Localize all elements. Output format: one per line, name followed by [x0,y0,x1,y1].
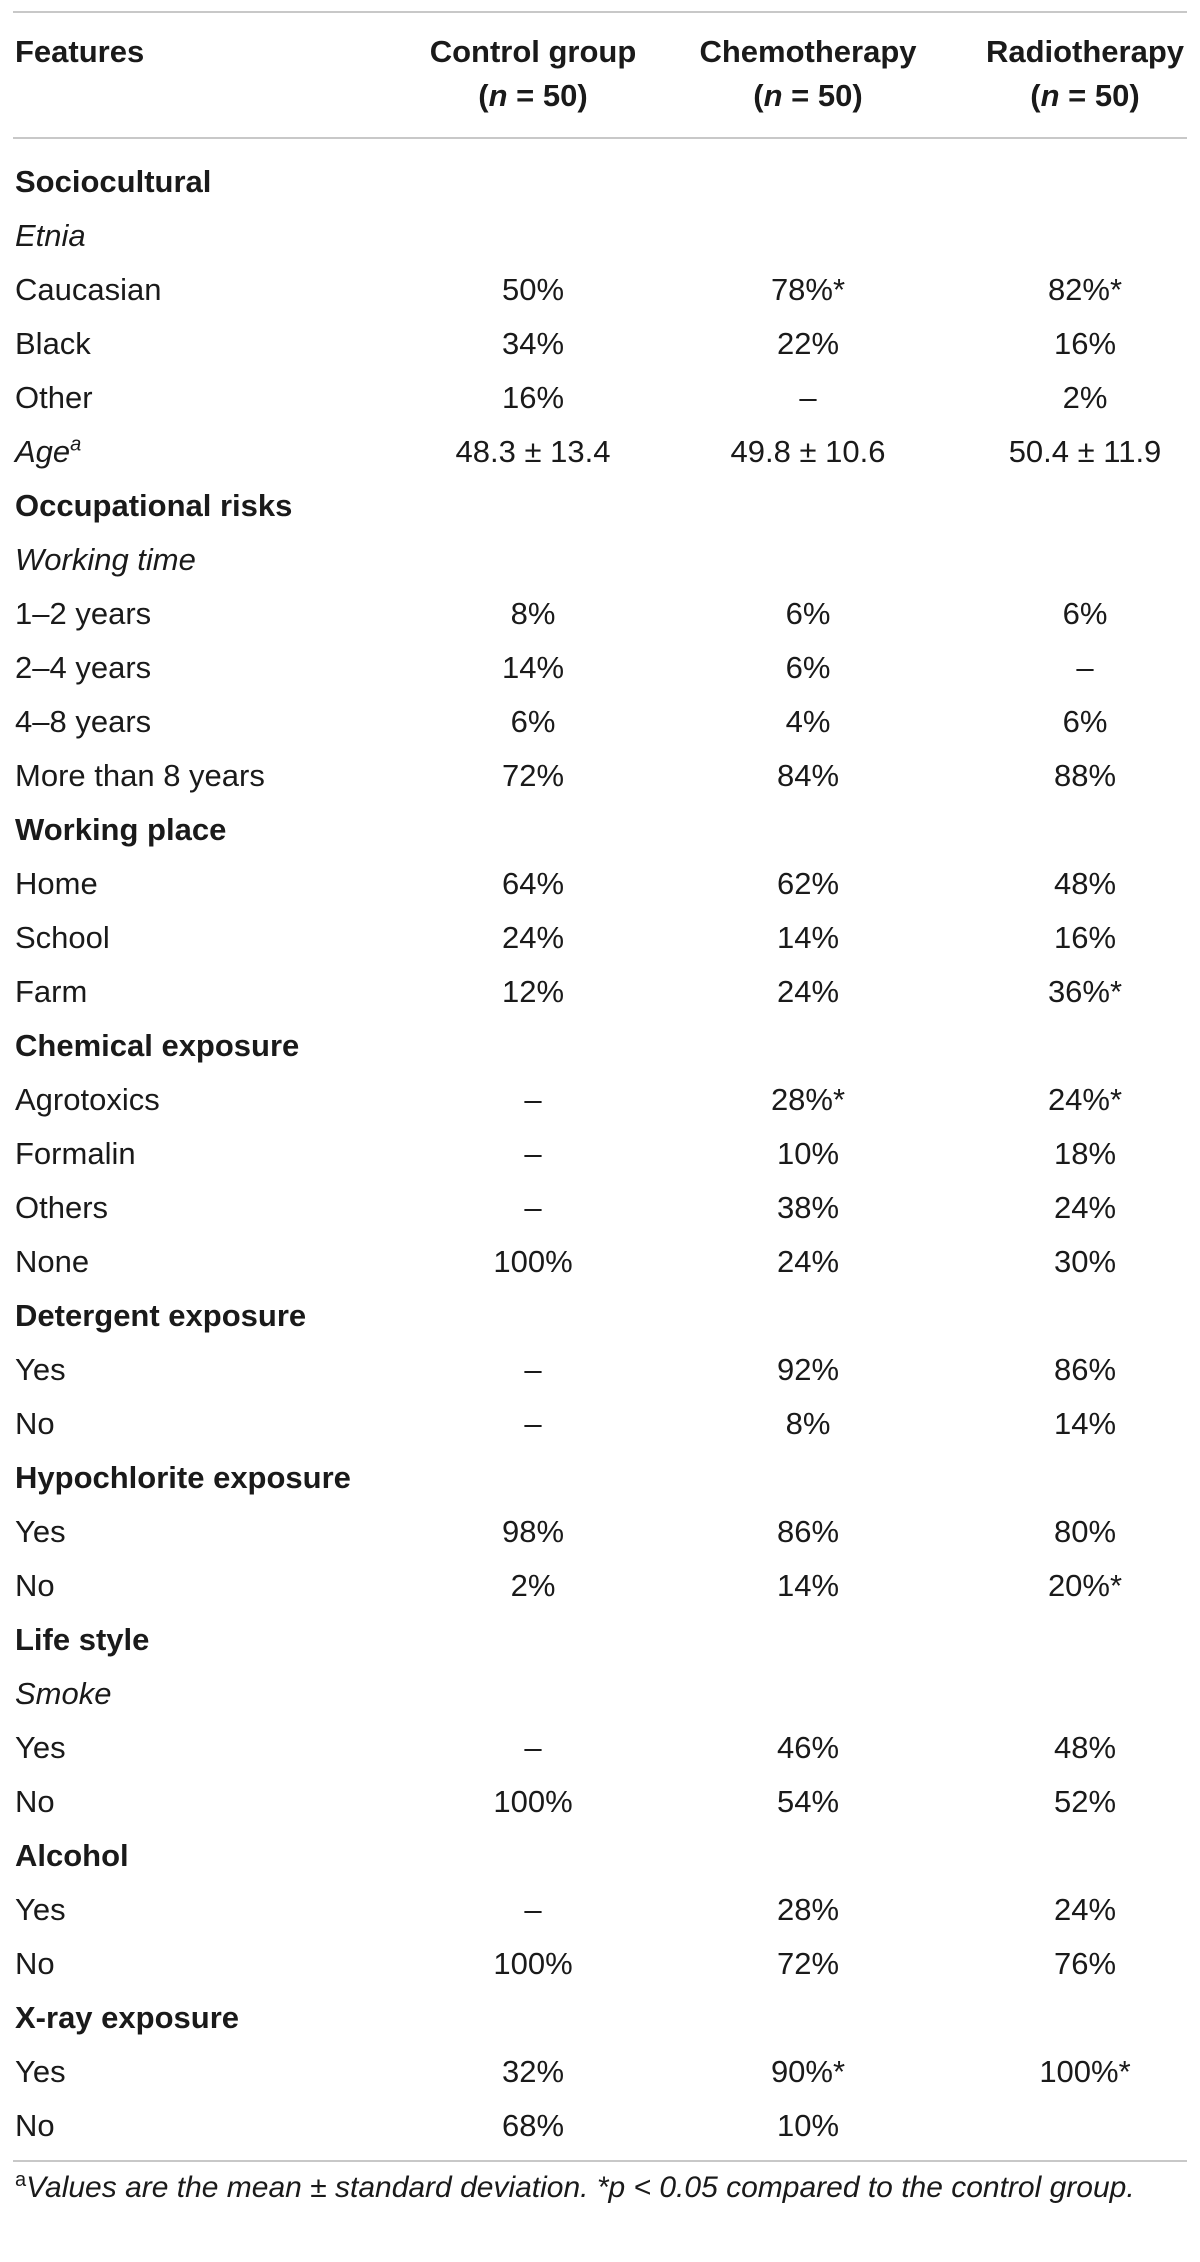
header-control-group-n-value: 50 [542,78,578,113]
row-label [15,1181,108,1235]
row-label [15,1883,66,1937]
row-label-text: X-ray exposure [15,2000,239,2035]
header-chemotherapy-n-value: 50 [817,78,853,113]
row-label [15,641,151,695]
table-cell: 80% [1053,1514,1117,1549]
table-cell: 52% [1053,1784,1117,1819]
table-cell: 92% [776,1352,840,1387]
row-label-text: Detergent exposure [15,1298,307,1333]
row-label-text: 1–2 years [15,596,152,631]
table-cell: 49.8 ± 10.6 [730,434,886,469]
table-footnote [15,2166,1187,2210]
header-chemotherapy-n: (n = 50) [753,78,863,113]
table-top-rule [13,11,1187,13]
table-row [0,317,1200,371]
table-cell: 12% [501,974,565,1009]
table-row [0,263,1200,317]
row-label-text: None [15,1244,90,1279]
row-label-text: More than 8 years [15,758,265,793]
row-label-text: Working time [15,542,196,577]
row-label [15,371,93,425]
table-cell: 6% [1062,704,1108,739]
row-label [15,1343,66,1397]
row-label [15,155,211,209]
section-header-row [0,1613,1200,1667]
table-cell: 24%* [1047,1082,1123,1117]
row-label [15,533,196,587]
table-cell: 6% [785,650,831,685]
row-label-text: Working place [15,812,227,847]
row-label-text: Yes [15,1730,66,1765]
table-cell: 24% [1053,1190,1117,1225]
table-cell: – [524,1406,542,1441]
section-header-row [0,1829,1200,1883]
table-cell: 28% [776,1892,840,1927]
row-label-text: Black [15,326,91,361]
row-label-text: No [15,1784,55,1819]
table-cell: 14% [776,1568,840,1603]
table-cell: 8% [785,1406,831,1441]
table-cell: 34% [501,326,565,361]
table-cell: 6% [1062,596,1108,631]
table-header [0,30,1200,130]
table-cell: 86% [776,1514,840,1549]
table-cell: 100% [493,1784,573,1819]
header-control-group [393,30,673,118]
table-cell: 84% [776,758,840,793]
row-label [15,1613,149,1667]
table-row [0,1127,1200,1181]
table-cell: 14% [1053,1406,1117,1441]
table-cell: 8% [510,596,556,631]
header-chemotherapy [668,30,948,118]
table-cell: – [524,1136,542,1171]
table-row [0,1937,1200,1991]
table-row [0,2045,1200,2099]
table-row [0,641,1200,695]
table-row [0,2099,1200,2153]
row-label [15,1505,66,1559]
table-row [0,857,1200,911]
row-label-text: School [15,920,110,955]
table-bottom-rule [13,2160,1187,2162]
subheader-row [0,209,1200,263]
row-label [15,1127,136,1181]
table-row [0,1505,1200,1559]
table-cell: 46% [776,1730,840,1765]
table-cell: – [524,1892,542,1927]
row-label [15,911,110,965]
table-cell: 68% [501,2108,565,2143]
header-features: Features [15,34,145,69]
table-row [0,695,1200,749]
table-row [0,1343,1200,1397]
header-chemotherapy-name: Chemotherapy [699,34,917,69]
row-label [15,317,91,371]
header-control-group-name: Control group [429,34,637,69]
row-label [15,1289,306,1343]
table-cell: 2% [1062,380,1108,415]
row-label [15,479,292,533]
header-radiotherapy-name: Radiotherapy [985,34,1185,69]
row-label [15,1991,239,2045]
row-label-text: Life style [15,1622,150,1657]
table-body [0,155,1200,2153]
footnote-text: Values are the mean ± standard deviation. *p < 0.05 compared to the control group. [26,2171,1135,2204]
table-cell: 30% [1053,1244,1117,1279]
table-row [0,1073,1200,1127]
section-header-row [0,803,1200,857]
row-label-text: No [15,2108,55,2143]
table-cell: 22% [776,326,840,361]
table-row [0,911,1200,965]
table-row [0,965,1200,1019]
row-label-text: Other [15,380,93,415]
row-label-text: Yes [15,1352,66,1387]
table-cell: 86% [1053,1352,1117,1387]
row-label-text: Alcohol [15,1838,129,1873]
row-label [15,1667,111,1721]
table-cell: – [524,1082,542,1117]
section-header-row [0,1019,1200,1073]
row-label-text: 4–8 years [15,704,152,739]
table-cell: 16% [1053,920,1117,955]
section-header-row [0,155,1200,209]
table-cell: 48% [1053,1730,1117,1765]
table-cell: 100% [493,1244,573,1279]
row-label-text: Caucasian [15,272,162,307]
table-cell: 24% [776,974,840,1009]
table-cell: 6% [510,704,556,739]
table-cell: 72% [776,1946,840,1981]
section-header-row [0,1289,1200,1343]
table-row [0,1775,1200,1829]
table-row [0,1721,1200,1775]
table-cell: 10% [776,1136,840,1171]
table-cell: 50.4 ± 11.9 [1008,434,1162,469]
footnote-mark: a [15,2169,27,2191]
header-radiotherapy-n: (n = 50) [1030,78,1140,113]
row-label [15,1451,351,1505]
table-cell: – [524,1352,542,1387]
row-label [15,857,98,911]
table-cell: – [524,1730,542,1765]
table-cell: – [524,1190,542,1225]
row-label [15,1235,89,1289]
table-cell: 98% [501,1514,565,1549]
table-row [0,587,1200,641]
row-label-superscript: a [70,433,82,456]
row-label [15,1019,299,1073]
section-header-row [0,1991,1200,2045]
subheader-row [0,425,1200,479]
row-label [15,1073,160,1127]
table-row [0,1883,1200,1937]
subheader-row [0,1667,1200,1721]
row-label-text: Smoke [15,1676,112,1711]
table-row [0,749,1200,803]
table-cell: 18% [1053,1136,1117,1171]
row-label [15,587,151,641]
table-cell: 48% [1053,866,1117,901]
row-label [15,263,161,317]
row-label-text: Others [15,1190,109,1225]
table-cell: – [799,380,817,415]
table-cell: 14% [501,650,565,685]
row-label [15,2045,66,2099]
row-label [15,965,87,1019]
header-radiotherapy [945,30,1200,118]
row-label-text: Chemical exposure [15,1028,300,1063]
table-cell: 90%* [770,2054,846,2089]
table-cell: 72% [501,758,565,793]
table-cell: 78%* [770,272,846,307]
table-cell: 10% [776,2108,840,2143]
table-cell: 38% [776,1190,840,1225]
table-cell: 100% [493,1946,573,1981]
table-cell: 62% [776,866,840,901]
table-cell: 36%* [1047,974,1123,1009]
row-label-text: No [15,1568,55,1603]
table-row [0,1181,1200,1235]
header-control-group-n: (n = 50) [478,78,588,113]
row-label-text: Formalin [15,1136,136,1171]
table-cell: 4% [785,704,831,739]
table-row [0,1559,1200,1613]
table-cell: 82%* [1047,272,1123,307]
row-label-text: 2–4 years [15,650,152,685]
table-cell: 64% [501,866,565,901]
table-cell: 2% [510,1568,556,1603]
table-cell: 24% [501,920,565,955]
header-radiotherapy-n-value: 50 [1094,78,1130,113]
table-row [0,371,1200,425]
table-cell: 50% [501,272,565,307]
table-cell: 88% [1053,758,1117,793]
table-cell: 76% [1053,1946,1117,1981]
row-label-text: Occupational risks [15,488,293,523]
subheader-row [0,533,1200,587]
table-cell: 24% [1053,1892,1117,1927]
row-label [15,1397,55,1451]
row-label [15,1559,55,1613]
row-label [15,425,81,479]
table-cell: 54% [776,1784,840,1819]
table-cell: 14% [776,920,840,955]
table-cell: 16% [501,380,565,415]
row-label [15,1775,55,1829]
table-cell: 28%* [770,1082,846,1117]
table-cell: 6% [785,596,831,631]
table-cell: 16% [1053,326,1117,361]
row-label-text: Yes [15,1514,66,1549]
table-row [0,1397,1200,1451]
row-label-text: Agrotoxics [15,1082,160,1117]
table-cell: 100%* [1039,2054,1131,2089]
row-label [15,749,265,803]
table-header-rule [13,137,1187,139]
table-cell: 32% [501,2054,565,2089]
section-header-row [0,1451,1200,1505]
row-label [15,695,151,749]
row-label-text: No [15,1406,55,1441]
row-label-text: Age [15,434,71,469]
row-label-text: Farm [15,974,88,1009]
row-label-text: Sociocultural [15,164,212,199]
table-cell: 48.3 ± 13.4 [455,434,611,469]
row-label-text: Yes [15,1892,66,1927]
table-cell: 24% [776,1244,840,1279]
table-row [0,1235,1200,1289]
row-label [15,1937,55,1991]
section-header-row [0,479,1200,533]
row-label [15,2099,55,2153]
row-label-text: Home [15,866,98,901]
row-label [15,803,226,857]
row-label [15,209,86,263]
row-label-text: Etnia [15,218,86,253]
row-label [15,1721,66,1775]
row-label-text: Yes [15,2054,66,2089]
row-label-text: No [15,1946,55,1981]
table-cell: – [1076,650,1094,685]
table-cell: 20%* [1047,1568,1123,1603]
row-label-text: Hypochlorite exposure [15,1460,351,1495]
row-label [15,1829,129,1883]
